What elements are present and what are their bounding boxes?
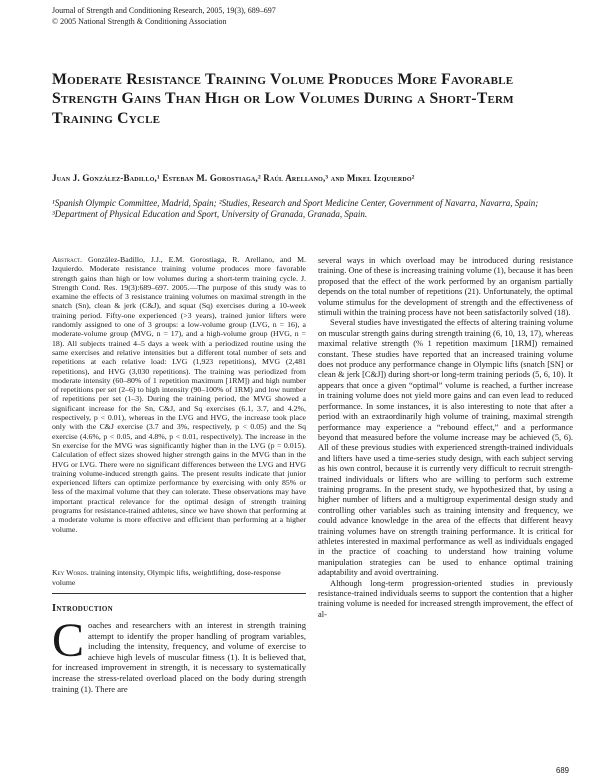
abstract-text: González-Badillo, J.J., E.M. Gorostiaga, R. Arellano, and M. Izquierdo. Moderate resistance training volume produces more favorable strength gains than high or low volumes during a short-term training cycle. J. Strength Cond. Res. 19(3):689–697. 2005.—The purpose of this study was to examine the effects of 3 resistance training volumes on maximal strength in the snatch (Sn), clean & jerk (C&J), and squat (Sq) exercises during a 10-week training period. Fifty-one experienced (>3 years), trained junior lifters were randomly assigned to one of 3 groups: a low-volume group (LVG, n = 16), a moderate-volume group (MVG, n = 17), and a high-volume group (HVG, n = 18). All subjects trained 4–5 days a week with a periodized routine using the same exercises and relative intensities but a different total number of sets and repetitions at each relative load: LVG (1,923 repetitions), MVG (2,481 repetitions), and HVG (3,030 repetitions). The training was periodized from moderate intensity (60–80% of 1 repetition maximum [1RM]) and high number of repetitions per set (2–6) to high intensity (90–100% of 1RM) and low number of repetitions per set (1–3). During the training period, the MVG showed a significant increase for the Sn, C&J, and Sq exercises (6.1, 3.7, and 4.2%, respectively, p < 0.01), whereas in the LVG and HVG, the increase took place only with the C&J exercise (3.7 and 3%, respectively, p < 0.05) and the Sq exercise (4.6%, p < 0.05, and 4.8%, p < 0.01, respectively). The increase in the Sn exercise for the MVG was significantly higher than in the LVG (p = 0.015). Calculation of effect sizes showed higher strength gains in the MVG than in the HVG or LVG. There were no significant differences between the LVG and HVG training volume-induced strength gains. The present results indicate that junior experienced lifters can optimize performance by exercising with only 85% or less of the maximal volume that they can tolerate. These observations may have important practical relevance for the optimal design of strength training programs for resistance-trained athletes, since we have shown that performing at a moderate volume is more effective and efficient than performing at a higher volume. (52, 255, 306, 534)
right-column (318, 255, 573, 619)
introduction-text (52, 614, 306, 694)
keywords-text: training intensity, Olympic lifts, weightlifting, dose-response volume (52, 568, 281, 587)
keywords-label: Key Words. (52, 568, 89, 577)
abstract (52, 255, 306, 534)
drop-cap: C (52, 614, 85, 667)
introduction-body: oaches and researchers with an interest in strength training attempt to identify the proper handling of program variables, including the intensity, frequency, and volume of exercise to achieve high levels of muscular fitness (1). It is believed that, for increased improvement in strength, it is necessary to systematically increase the stress-related overload placed on the body during strength training (1). There are (52, 620, 306, 694)
paragraph: Several studies have investigated the effects of altering training volume on muscular strength gains during strength training (6, 10, 13, 17), whereas maximal relative strength (% 1 repetition maximum [1RM]) remained constant. These studies have reported that an increased training volume does not produce any performance change in Olympic lifts (snatch [SN] or clean & jerk [C&J]) during short-or long-term training periods (5, 6, 10). It appears that once a given “optimal” volume is reached, a further increase in training volume does not yield more gains and can even lead to reduced performance. In some instances, it is also interesting to note that after a period with an extraordinarily high volume of training, maximal strength performance may experience a “rebound effect,” and a performance beyond that measured before the volume increase may be achieved (5, 6). All of these previous studies with experienced strength-trained individuals and lifters have used a time-series study design, with each subject serving as his own control, because it is currently very difficult to recruit strength-trained individuals or lifters who are willing to perform such extreme training programs. In the present study, we hypothesized that, by using a higher number of lifters and a multigroup experimental design study and controlling other variables such as training intensity and frequency, we could advance knowledge in the area of the effects that different heavy training volumes have on strength training performance. It is critical for athletes interested in maximal performance as well as individuals engaged in the practice of coaching to understand how training volume manipulation strategies can be used to enhance optimal training adaptability and avoid overtraining. (318, 317, 573, 578)
abstract-label: Abstract. (52, 255, 83, 264)
author-list: Juan J. González-Badillo,¹ Esteban M. Gorostiaga,² Raúl Arellano,³ and Mikel Izquierdo² (52, 173, 415, 183)
journal-header (52, 6, 276, 27)
article-title: Moderate Resistance Training Volume Produces More Favorable Strength Gains Than High or Low Volumes During a Short-Term Training Cycle (52, 71, 514, 127)
paragraph: several ways in which overload may be introduced during resistance training. One of these is increasing training volume (1), because it has been proposed that the effect of the work performed by an organism partially depends on the total number of repetitions (21). Unfortunately, the optimal volume stimulus for the development of strength and the effectiveness of stimuli within the training process have not been satisfactorily solved (18). (318, 255, 573, 318)
journal-citation: Journal of Strength and Conditioning Research, 2005, 19(3), 689–697 (52, 6, 276, 15)
paragraph: Although long-term progression-oriented studies in previously resistance-trained individuals seems to support the contention that a higher training volume is needed for increased strength improvement, the effect of al- (318, 577, 573, 619)
section-divider (52, 593, 306, 594)
keywords (52, 568, 306, 587)
copyright-line: © 2005 National Strength & Conditioning Association (52, 16, 227, 26)
page-number: 689 (556, 766, 570, 775)
introduction-heading: Introduction (52, 603, 113, 614)
affiliations: ¹Spanish Olympic Committee, Madrid, Spain; ²Studies, Research and Sport Medicine Center, Government of Navarra, Navarra, Spain; ³Department of Physical Education and Sport, University of Granada, Granada, Spain. (52, 198, 539, 220)
